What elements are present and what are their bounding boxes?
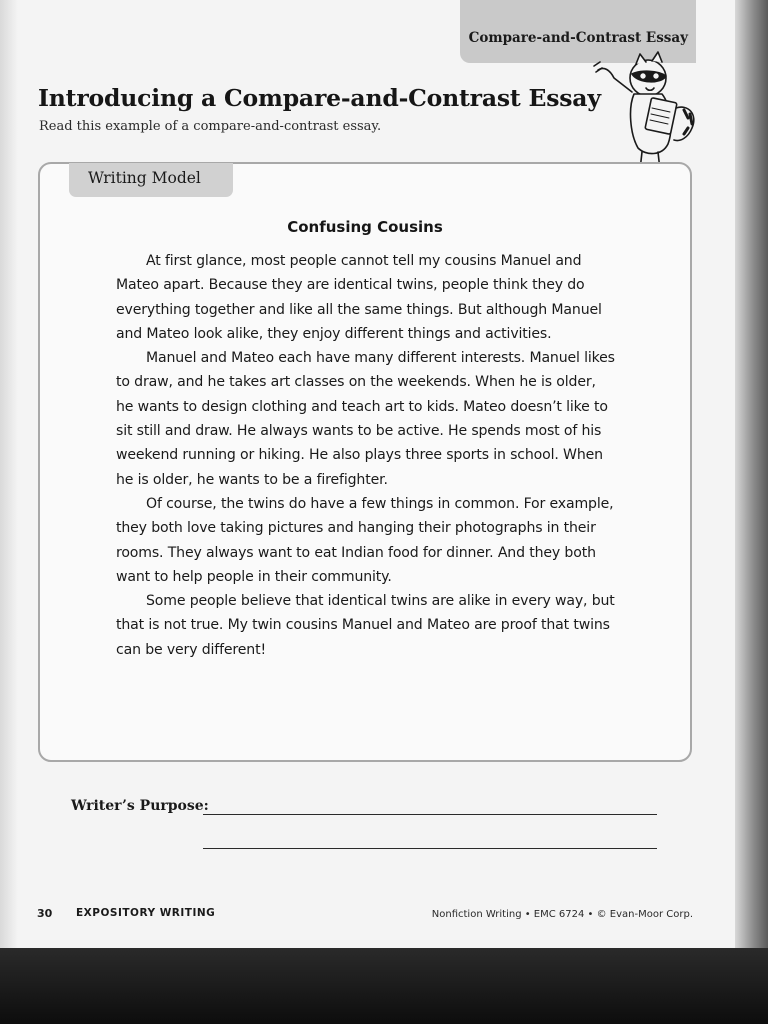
scanner-edge	[0, 948, 768, 1024]
answer-line[interactable]	[203, 814, 657, 815]
section-tab-label: Compare-and-Contrast Essay	[468, 30, 688, 46]
answer-line[interactable]	[203, 848, 657, 849]
footer-section-title: EXPOSITORY WRITING	[76, 907, 216, 919]
essay-paragraph: Manuel and Mateo each have many different interests. Manuel likes to draw, and he takes art classes on the weekends. When he is older, he wants to design clothing and teach art to kids. Mateo doesn’t like to sit still and draw. He always wants to be active. He spends most of his weekend running or hiking. He also plays three sports in school. When he is older, he wants to be a firefighter.	[116, 350, 615, 488]
writing-model-tab	[69, 163, 233, 197]
essay-paragraph: At first glance, most people cannot tell my cousins Manuel and Mateo apart. Because they are identical twins, people think they do everything together and like all the same things. But although Manuel and Mateo look alike, they enjoy different things and activities.	[116, 253, 602, 342]
book-gutter	[735, 0, 768, 948]
essay-paragraph: Some people believe that identical twins are alike in every way, but that is not true. My twin cousins Manuel and Mateo are proof that twins can be very different!	[116, 593, 615, 658]
essay-paragraph: Of course, the twins do have a few things in common. For example, they both love taking pictures and hanging their photographs in their rooms. They always want to eat Indian food for dinner. And they both want to help people in their community.	[116, 495, 614, 585]
writing-model-label: Writing Model	[88, 169, 201, 187]
page-number: 30	[37, 907, 53, 920]
raccoon-with-notepad-icon	[588, 48, 706, 176]
writers-purpose-label: Writer’s Purpose:	[71, 798, 209, 814]
footer-credit: Nonfiction Writing • EMC 6724 • © Evan-Moor Corp.	[431, 909, 693, 920]
essay-body	[116, 249, 616, 662]
page-subtitle: Read this example of a compare-and-contrast essay.	[39, 119, 382, 134]
page-curl-shadow	[0, 0, 18, 948]
page-title: Introducing a Compare-and-Contrast Essay	[38, 84, 601, 112]
essay-title: Confusing Cousins	[287, 218, 443, 236]
